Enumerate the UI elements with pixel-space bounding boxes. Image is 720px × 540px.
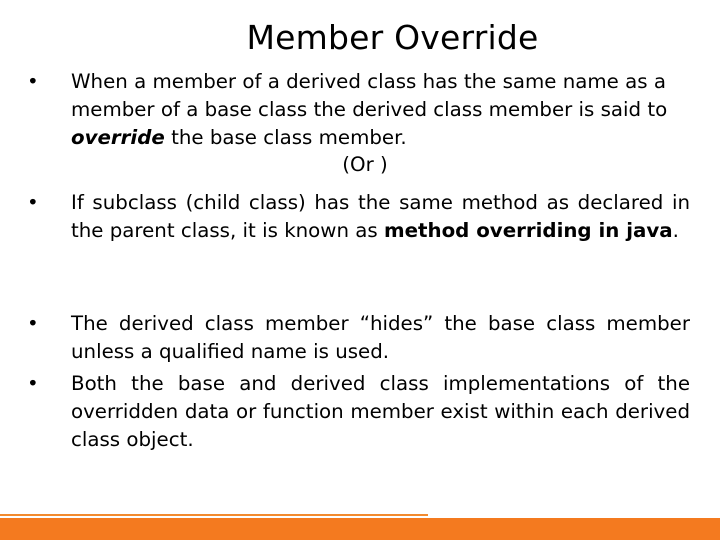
bullet-icon: • <box>27 191 39 214</box>
emphasis-method-overriding: method overriding in java <box>384 219 673 242</box>
bullet-text <box>71 68 690 152</box>
emphasis-override: override <box>71 126 165 149</box>
bullet-item-2 <box>25 189 690 245</box>
bullet-text: The derived class member “hides” the base class member unless a qualified name is used. <box>71 312 690 363</box>
slide-title: Member Override <box>246 18 539 57</box>
bullet-icon: • <box>27 372 39 395</box>
bullet-text-part1: When a member of a derived class has the same name as a member of a base class the derived class member is said to <box>71 70 668 121</box>
bullet-text-part2: . <box>672 219 679 242</box>
bullet-text-part2: the base class member. <box>164 126 407 149</box>
bullet-icon: • <box>27 312 39 335</box>
bullet-text <box>71 189 690 245</box>
footer-accent-line <box>0 514 428 516</box>
bullet-item-1 <box>25 68 690 152</box>
bullet-item-4 <box>25 370 690 454</box>
footer-accent-bar <box>0 518 720 540</box>
bullet-item-3 <box>25 310 690 366</box>
bullet-text-part1: If subclass (child class) has the same method as declared in the parent class, it is known as <box>71 191 690 242</box>
or-separator: (Or ) <box>342 153 388 176</box>
bullet-icon: • <box>27 70 39 93</box>
bullet-text: Both the base and derived class implementations of the overridden data or function member exist within each derived class object. <box>71 372 690 451</box>
